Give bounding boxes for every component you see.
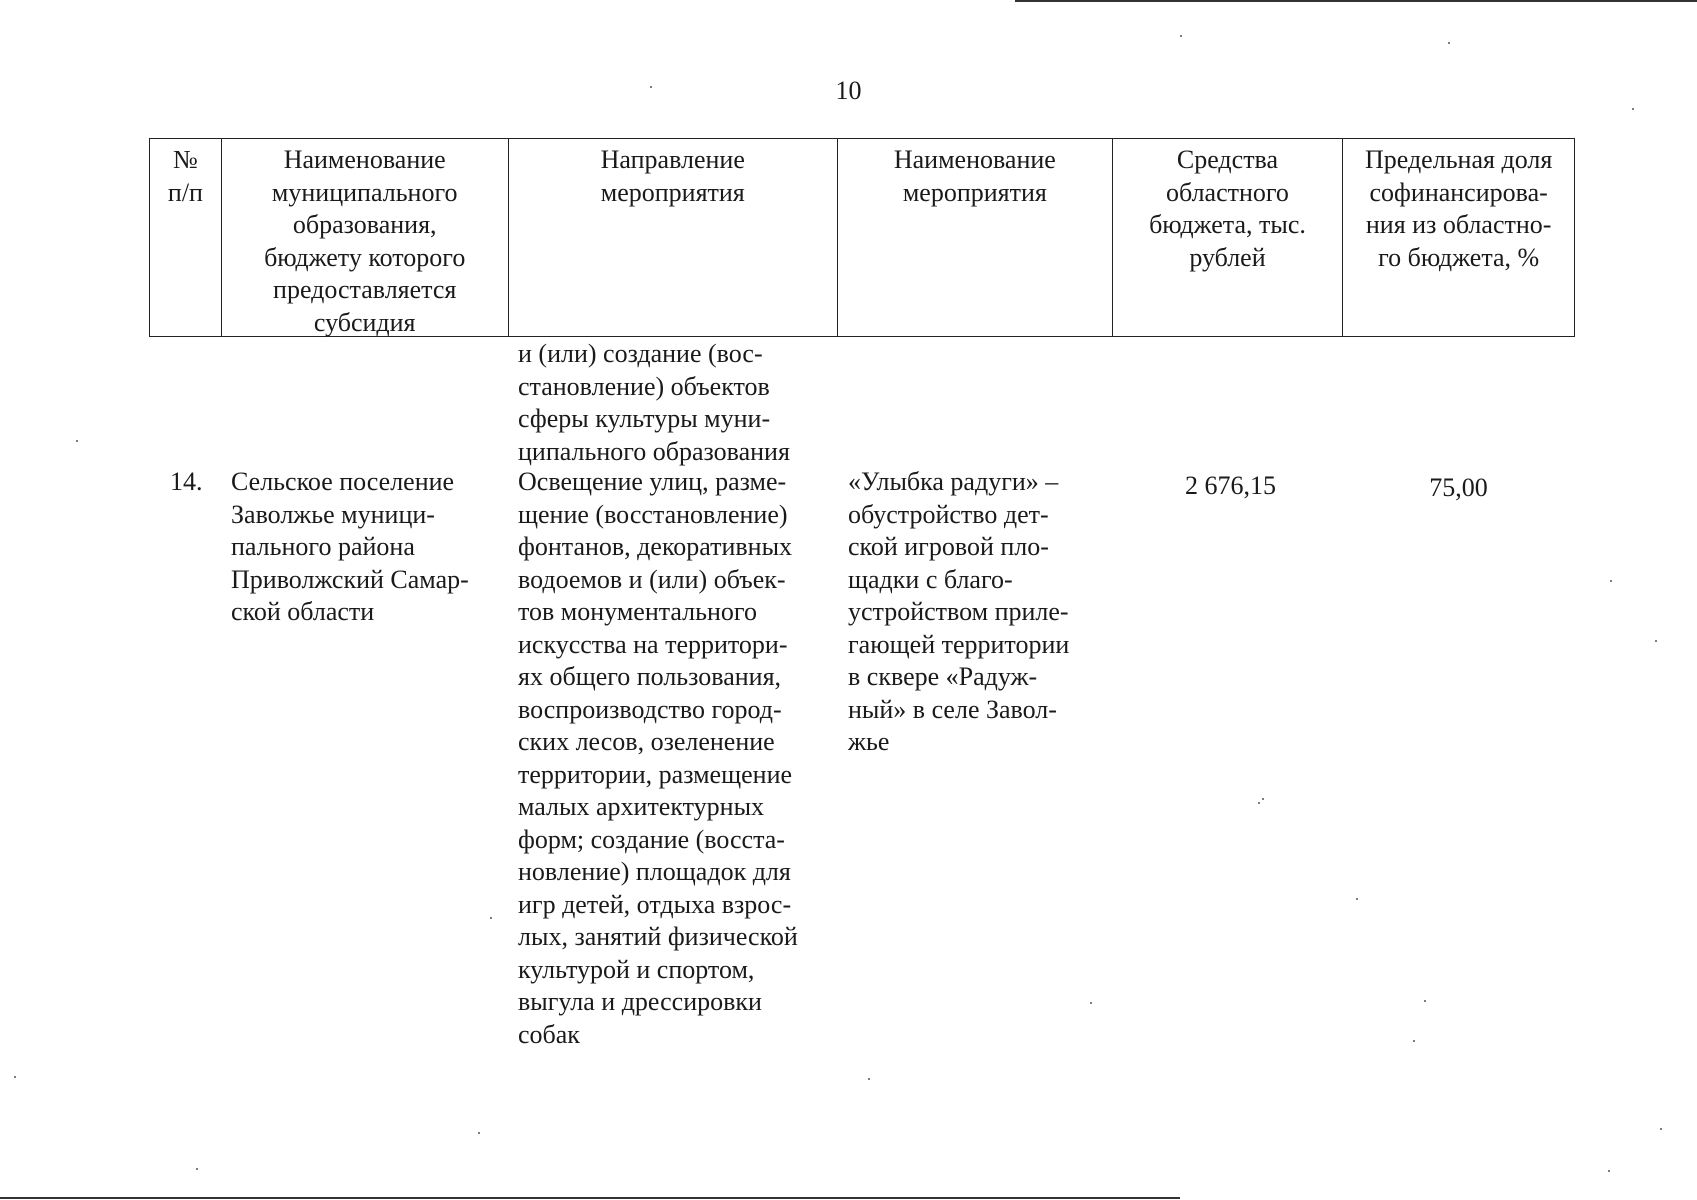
header-municipality: Наименование муниципального образования, бюджету которого предоставляется субсидия bbox=[222, 139, 509, 336]
row-direction: Освещение улиц, разме- щение (восстановление) фонтанов, декоративных водоемов и (или) объек- тов монументального искусства на территори- ях общего пользования, воспроизводство город- ских лесов, озеленение территории, размещение малых архитектурных форм; создание (восста- новление) площадок для игр детей, отдыха взрос- лых, занятий физической культурой и спортом, выгула и дрессировки собак bbox=[518, 467, 798, 1049]
scan-speck bbox=[868, 1078, 870, 1080]
header-direction: Направление мероприятия bbox=[509, 139, 839, 336]
scan-speck bbox=[76, 440, 78, 442]
scan-speck bbox=[196, 1168, 198, 1170]
scan-edge-bottom bbox=[0, 1197, 1180, 1199]
row-number: 14. bbox=[170, 467, 203, 496]
scan-speck bbox=[1180, 35, 1182, 37]
scan-speck bbox=[478, 1132, 480, 1134]
scan-speck bbox=[1356, 898, 1358, 900]
scan-speck bbox=[1258, 802, 1260, 804]
scan-speck bbox=[1610, 580, 1612, 582]
scan-speck bbox=[1448, 42, 1450, 44]
scan-speck bbox=[14, 1076, 16, 1078]
header-share: Предельная доля софинансирова- ния из областно- го бюджета, % bbox=[1364, 145, 1553, 272]
header-amount: Средства областного бюджета, тыс. рублей bbox=[1113, 139, 1344, 336]
row-event: «Улыбка радуги» – обустройство дет- ской игровой пло- щадки с благо- устройством приле- гающей территории в сквере «Радуж- ный» в селе Завол- жье bbox=[848, 467, 1070, 756]
scan-speck bbox=[1608, 1170, 1610, 1172]
scan-speck bbox=[490, 917, 492, 919]
scan-speck bbox=[1655, 640, 1657, 642]
row-share: 75,00 bbox=[1429, 473, 1488, 502]
row-municipality: Сельское поселение Заволжье муници- пального района Приволжский Самар- ской области bbox=[231, 467, 469, 626]
scan-edge-top bbox=[1015, 0, 1697, 2]
scan-speck bbox=[1424, 1000, 1426, 1002]
table-header bbox=[149, 138, 1575, 337]
header-event: Наименование мероприятия bbox=[838, 139, 1113, 336]
continuation-text: и (или) создание (вос- становление) объектов сферы культуры муни- ципального образования bbox=[518, 339, 790, 466]
scan-speck bbox=[1090, 1002, 1092, 1004]
scan-speck bbox=[1262, 798, 1264, 800]
header-number: № п/п bbox=[150, 139, 222, 336]
scan-speck bbox=[1632, 108, 1634, 110]
row-amount: 2 676,15 bbox=[1185, 471, 1276, 500]
scan-speck bbox=[1660, 1128, 1662, 1130]
scan-speck bbox=[1413, 1040, 1415, 1042]
scan-speck bbox=[650, 86, 652, 88]
page-number: 10 bbox=[835, 76, 862, 105]
